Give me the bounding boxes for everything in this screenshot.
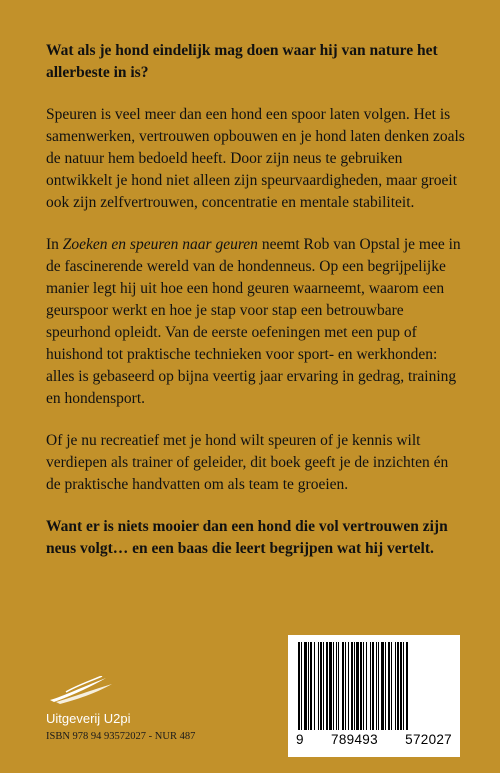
book-title: Zoeken en speuren naar geuren xyxy=(62,236,258,253)
barcode-first-digit: 9 xyxy=(296,732,304,747)
publisher-logo xyxy=(46,676,131,726)
paragraph-author-rest: neemt Rob van Opstal je mee in de fascinerende wereld van de hondenneus. Op een begrijpelijke manier legt hij uit hoe een hond geuren waarneemt, waarom een geurspoor werkt en hoe je stap voor stap een betrouwbare speurhond opleidt. Van de eerste oefeningen met een pup of huishond tot praktische technieken voor sport- en werkhonden: alles is gebaseerd op bijna veertig jaar ervaring in gedrag, training en hondensport. xyxy=(46,236,461,407)
paragraph-author xyxy=(46,234,466,410)
barcode-group-right: 572027 xyxy=(405,732,452,747)
paragraph-intro: Speuren is veel meer dan een hond een spoor laten volgen. Het is samenwerken, vertrouwen opbouwen en je hond laten denken zoals de natuur hem bedoeld heeft. Door zijn neus te gebruiken ontwikkelt je hond niet alleen zijn speurvaardigheden, maar groeit ook zijn zelfvertrouwen, concentratie en mentale stabiliteit. xyxy=(46,106,465,211)
wing-icon xyxy=(46,676,116,704)
back-cover-text xyxy=(46,40,466,580)
closing-statement: Want er is niets mooier dan een hond die vol vertrouwen zijn neus volgt… en een baas die leert begrijpen wat hij vertelt. xyxy=(46,518,448,557)
paragraph-author-prefix: In xyxy=(46,236,63,253)
paragraph-audience: Of je nu recreatief met je hond wilt speuren of je kennis wilt verdiepen als trainer of geleider, dit boek geeft je de inzichten én de praktische handvatten om als team te groeien. xyxy=(46,432,449,493)
lead-question: Wat als je hond eindelijk mag doen waar hij van nature het allerbeste in is? xyxy=(46,42,438,81)
barcode-bars xyxy=(296,642,452,730)
isbn-barcode xyxy=(288,635,460,757)
barcode-digits xyxy=(296,732,452,747)
barcode-group-left: 789493 xyxy=(331,732,378,747)
publisher-name: Uitgeverij U2pi xyxy=(46,711,131,726)
isbn-nur-line: ISBN 978 94 93572027 - NUR 487 xyxy=(46,731,196,742)
